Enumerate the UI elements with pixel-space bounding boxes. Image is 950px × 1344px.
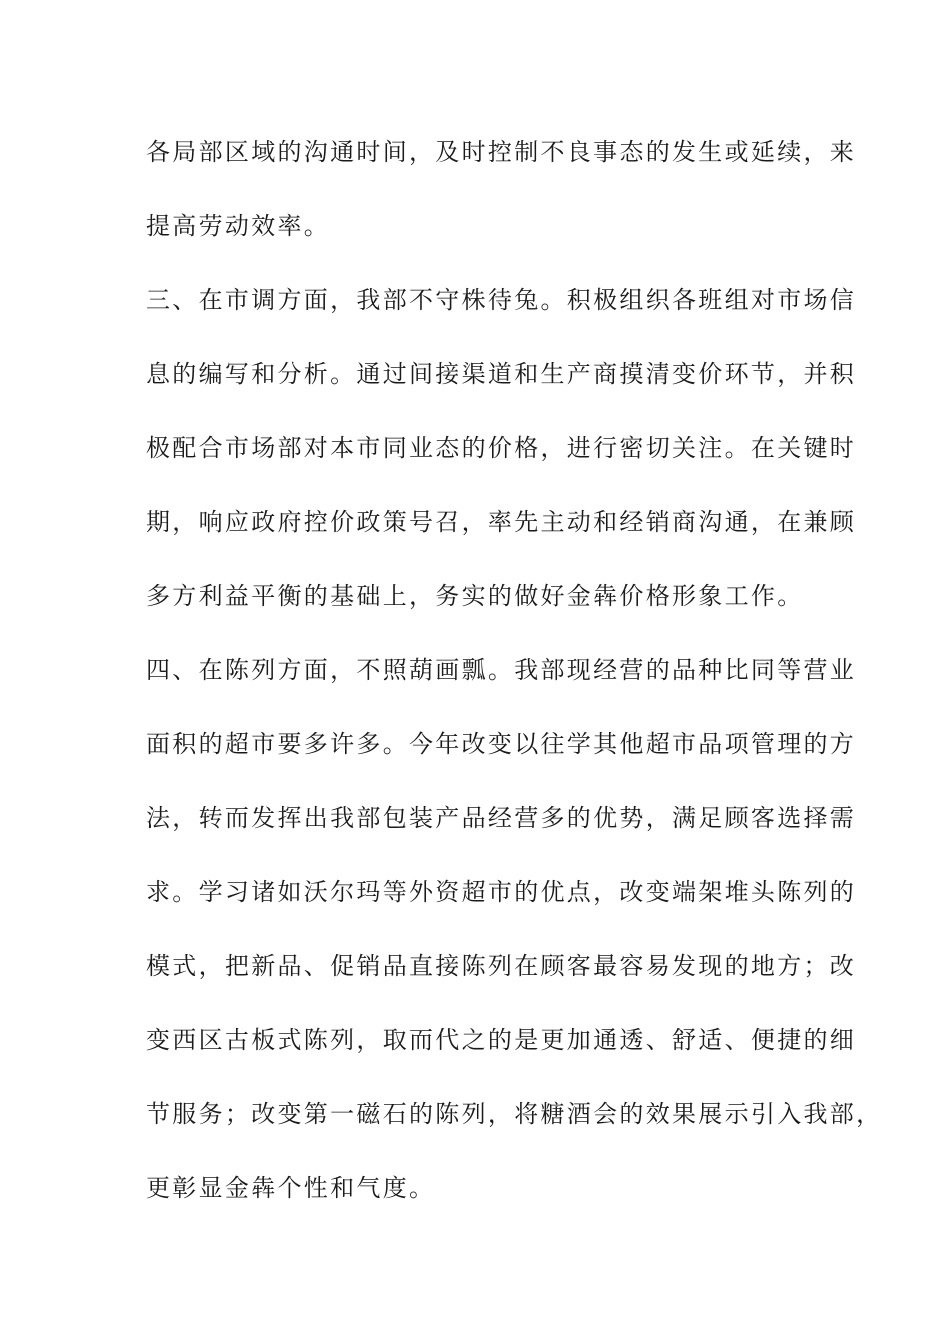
text-line: 法，转而发挥出我部包装产品经营多的优势，满足顾客选择需 [146,804,857,832]
text-line: 模式，把新品、促销品直接陈列在顾客最容易发现的地方；改 [146,952,857,980]
text-line: 息的编写和分析。通过间接渠道和生产商摸清变价环节，并积 [146,360,857,388]
text-line: 各局部区域的沟通时间，及时控制不良事态的发生或延续，来 [146,138,857,166]
text-line: 节服务；改变第一磁石的陈列，将糖酒会的效果展示引入我部， [146,1100,883,1128]
paragraph-3-start: 三、在市调方面，我部不守株待兔。积极组织各班组对市场信 [146,286,857,314]
text-line: 提高劳动效率。 [146,212,331,240]
text-line: 变西区古板式陈列，取而代之的是更加通透、舒适、便捷的细 [146,1026,857,1054]
text-line: 求。学习诸如沃尔玛等外资超市的优点，改变端架堆头陈列的 [146,878,857,906]
text-line: 极配合市场部对本市同业态的价格，进行密切关注。在关键时 [146,434,857,462]
text-line: 更彰显金犇个性和气度。 [146,1174,436,1202]
text-line: 期，响应政府控价政策号召，率先主动和经销商沟通，在兼顾 [146,508,857,536]
text-line: 多方利益平衡的基础上，务实的做好金犇价格形象工作。 [146,582,804,610]
paragraph-4-start: 四、在陈列方面，不照葫画瓢。我部现经营的品种比同等营业 [146,656,857,684]
text-line: 面积的超市要多许多。今年改变以往学其他超市品项管理的方 [146,730,857,758]
